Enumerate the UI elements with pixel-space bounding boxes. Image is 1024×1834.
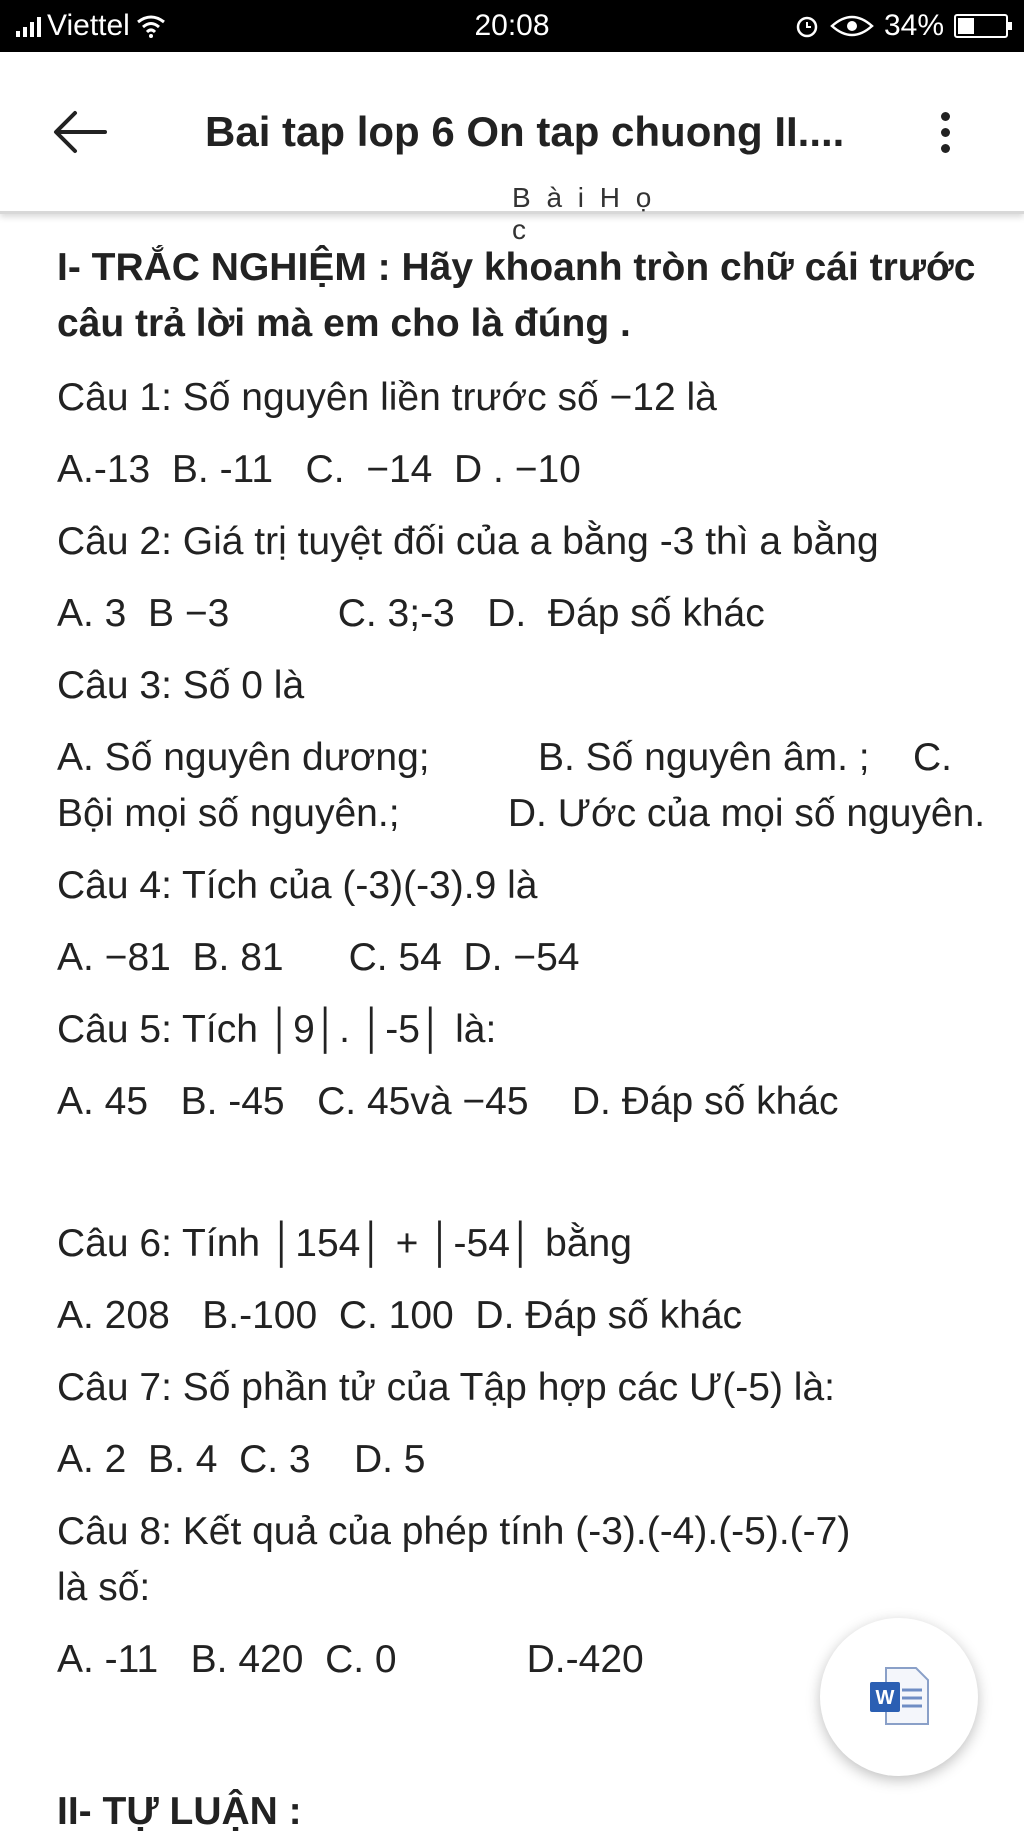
- answer-options-7: A. 2 B. 4 C. 3 D. 5: [57, 1438, 426, 1481]
- open-in-word-button[interactable]: [820, 1618, 978, 1776]
- status-left: [16, 9, 166, 43]
- word-document-icon: [864, 1662, 934, 1732]
- answer-options-2: A. 3 B −3 C. 3;-3 D. Đáp số khác: [57, 592, 765, 635]
- more-vert-icon-dot: [941, 112, 950, 121]
- battery-level: [958, 18, 974, 34]
- battery-icon: [954, 14, 1008, 38]
- svg-text:W: W: [875, 1687, 895, 1709]
- document-title: Bai tap lop 6 On tap chuong II....: [205, 108, 845, 155]
- answer-options-1: A.-13 B. -11 C. −14 D . −10: [57, 448, 581, 491]
- more-options-button[interactable]: [925, 102, 965, 162]
- status-time: 20:08: [474, 9, 550, 42]
- answer-options-4: A. −81 B. 81 C. 54 D. −54: [57, 936, 580, 979]
- answer-options-3: A. Số nguyên dương; B. Số nguyên âm. ; C. Bội mọi số nguyên.; D. Ước của mọi số nguyên.: [57, 736, 986, 835]
- signal-icon: [16, 15, 41, 37]
- cut-off-text: B à i H ọ c: [512, 182, 656, 245]
- question-3: Câu 3: Số 0 là: [57, 664, 305, 707]
- carrier-name: Viettel: [47, 9, 130, 42]
- blank-line: [57, 1146, 997, 1216]
- section-heading: I- TRẮC NGHIỆM : Hãy khoanh tròn chữ cái trước câu trả lời mà em cho là đúng .: [57, 246, 976, 345]
- question-5: Câu 5: Tích │9│. │-5│ là:: [57, 1008, 497, 1051]
- question-1: Câu 1: Số nguyên liền trước số −12 là: [57, 376, 717, 419]
- document-content: [57, 240, 997, 1704]
- back-button[interactable]: [44, 102, 114, 162]
- alarm-icon: [794, 13, 820, 39]
- more-vert-icon-dot: [941, 128, 950, 137]
- answer-options-6: A. 208 B.-100 C. 100 D. Đáp số khác: [57, 1294, 743, 1337]
- answer-options-5: A. 45 B. -45 C. 45và −45 D. Đáp số khác: [57, 1080, 839, 1123]
- eye-icon: [830, 14, 874, 38]
- back-arrow-icon: [51, 110, 107, 154]
- question-7: Câu 7: Số phần tử của Tập hợp các Ư(-5) là:: [57, 1366, 836, 1409]
- status-bar: [0, 0, 1024, 52]
- question-6: Câu 6: Tính │154│ + │-54│ bằng: [57, 1222, 632, 1265]
- battery-percent: 34%: [883, 9, 944, 42]
- wifi-icon: [136, 14, 166, 38]
- question-8: Câu 8: Kết quả của phép tính (-3).(-4).(-5).(-7) là số:: [57, 1510, 851, 1609]
- answer-options-8: A. -11 B. 420 C. 0 D.-420: [57, 1638, 644, 1681]
- section-2-heading: II- TỰ LUẬN :: [57, 1790, 302, 1833]
- question-4: Câu 4: Tích của (-3)(-3).9 là: [57, 864, 538, 907]
- status-right: [794, 9, 1008, 43]
- question-2: Câu 2: Giá trị tuyệt đối của a bằng -3 thì a bằng: [57, 520, 879, 563]
- more-vert-icon-dot: [941, 144, 950, 153]
